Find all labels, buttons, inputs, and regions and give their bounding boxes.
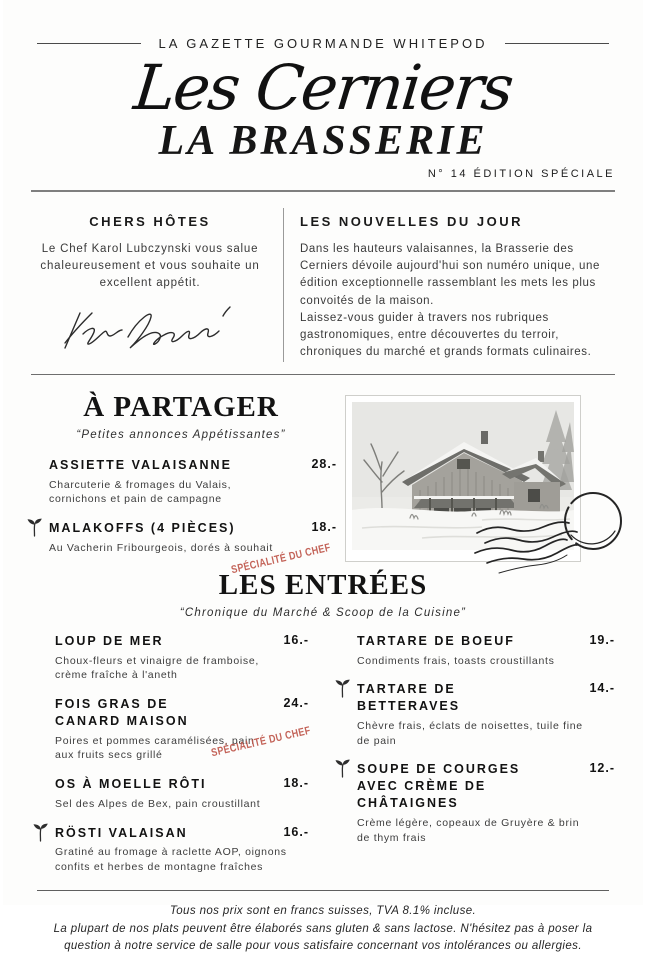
dish-description: Charcuterie & fromages du Valais, cornichons et pain de campagne bbox=[49, 478, 232, 506]
welcome-body: Le Chef Karol Lubczynski vous salue chaleureusement et vous souhaite un excellent appétit. bbox=[40, 242, 260, 290]
sprout-icon bbox=[31, 822, 50, 843]
menu-item-rosti-valaisan bbox=[55, 825, 309, 875]
menu-item-head bbox=[357, 633, 615, 650]
menu-item-os-a-moelle bbox=[55, 776, 309, 812]
chef-special-stamp: SPÉCIALITÉ DU CHEF bbox=[210, 724, 312, 760]
a-partager-section bbox=[25, 390, 621, 577]
masthead-tagline: LA GAZETTE GOURMANDE WHITEPOD bbox=[158, 36, 488, 51]
dish-name: OS À MOELLE RÔTI bbox=[55, 777, 207, 792]
dish-price: 24.- bbox=[283, 695, 309, 710]
page-title-script: Les Cerniers bbox=[130, 51, 516, 124]
footer-divider bbox=[37, 890, 609, 891]
intro-divider bbox=[31, 374, 615, 375]
dish-price: 18.- bbox=[283, 776, 309, 791]
footer-notice bbox=[29, 903, 617, 956]
entrees-title: LES ENTRÉES bbox=[218, 568, 428, 601]
news-paragraph-1: Dans les hauteurs valaisannes, la Brasserie des Cerniers dévoile aujourd'hui son numéro unique, une édition exceptionnelle rassemblant les mets les plus convoités de la maison. bbox=[300, 242, 601, 307]
menu-item-head bbox=[49, 457, 337, 474]
a-partager-items bbox=[49, 456, 337, 577]
dish-price: 18.- bbox=[311, 519, 337, 534]
menu-item-head bbox=[357, 681, 615, 715]
intro-section bbox=[31, 208, 615, 362]
dish-price: 12.- bbox=[589, 761, 615, 776]
entrees-subtitle: “Chronique du Marché & Scoop de la Cuisine” bbox=[179, 606, 467, 619]
chalet-illustration bbox=[352, 402, 574, 550]
entrees-left-column bbox=[31, 632, 312, 888]
dish-price: 19.- bbox=[589, 632, 615, 647]
dish-name: ASSIETTE VALAISANNE bbox=[49, 457, 232, 472]
menu-item-loup-de-mer bbox=[55, 633, 309, 683]
tagline-right-rule bbox=[505, 43, 609, 44]
page-title-sub: LA BRASSERIE bbox=[158, 117, 488, 164]
dish-description: Gratiné au fromage à raclette AOP, oignons confits et herbes de montagne fraîches bbox=[55, 846, 287, 874]
dish-price: 28.- bbox=[311, 456, 337, 471]
menu-item-head bbox=[55, 633, 309, 650]
a-partager-column bbox=[25, 390, 337, 577]
chef-special-stamp: SPÉCIALITÉ DU CHEF bbox=[230, 542, 332, 577]
masthead-divider bbox=[31, 190, 615, 192]
entrees-header bbox=[3, 569, 643, 619]
menu-item-head bbox=[55, 776, 309, 793]
chef-signature bbox=[31, 301, 269, 358]
menu-item-head bbox=[49, 520, 337, 537]
dish-price: 16.- bbox=[283, 632, 309, 647]
menu-item-fois-gras bbox=[55, 695, 312, 763]
menu-item-soupe-de-courges bbox=[357, 761, 615, 845]
entrees-columns bbox=[31, 633, 615, 888]
footer-line-2: La plupart de nos plats peuvent être élaborés sans gluten & sans lactose. N'hésitez pas à poser la question à notre service de salle pour vous satisfaire concernant vos intolérances ou allergies. bbox=[53, 922, 593, 953]
sprout-icon bbox=[25, 517, 44, 538]
dish-name: RÖSTI VALAISAN bbox=[55, 825, 188, 840]
masthead-tagline-row bbox=[37, 36, 609, 51]
dish-name: LOUP DE MER bbox=[55, 633, 164, 648]
menu-page bbox=[3, 0, 643, 953]
dish-description: Choux-fleurs et vinaigre de framboise, crème fraîche à l'aneth bbox=[55, 654, 260, 682]
entrees-right-column bbox=[333, 633, 615, 888]
sprout-icon bbox=[333, 678, 352, 699]
dish-name: TARTARE DE BETTERAVES bbox=[357, 682, 461, 714]
a-partager-subtitle: “Petites annonces Appétissantes” bbox=[76, 428, 286, 441]
menu-item-head bbox=[55, 825, 309, 842]
menu-item-malakoffs bbox=[49, 519, 337, 577]
dish-description: Au Vacherin Fribourgeois, dorés à souhait bbox=[49, 541, 274, 554]
dish-description: Poires et pommes caramélisées, pain aux fruits secs grillé bbox=[55, 734, 255, 762]
dish-name: TARTARE DE BOEUF bbox=[357, 633, 515, 648]
news-column bbox=[283, 208, 615, 362]
menu-item-assiette-valaisanne bbox=[49, 457, 337, 507]
dish-description: Condiments frais, toasts croustillants bbox=[357, 654, 555, 667]
footer-line-1: Tous nos prix sont en francs suisses, TVA 8.1% incluse. bbox=[169, 904, 477, 917]
dish-name: MALAKOFFS (4 PIÈCES) bbox=[49, 520, 236, 535]
postcard-frame bbox=[345, 395, 581, 562]
tagline-left-rule bbox=[37, 43, 141, 44]
masthead bbox=[3, 0, 643, 192]
dish-price: 14.- bbox=[589, 681, 615, 696]
edition-label: N° 14 ÉDITION SPÉCIALE bbox=[427, 167, 615, 180]
news-paragraph-2: Laissez-vous guider à travers nos rubriques gastronomiques, entre découvertes du terroir, chroniques du marché et grands formats culinaires. bbox=[300, 311, 592, 359]
dish-description: Sel des Alpes de Bex, pain croustillant bbox=[55, 797, 261, 810]
menu-item-tartare-de-boeuf bbox=[357, 633, 615, 669]
dish-description: Chèvre frais, éclats de noisettes, tuile fine de pain bbox=[357, 719, 583, 747]
menu-item-tartare-de-betteraves bbox=[357, 681, 615, 748]
menu-item-head bbox=[357, 761, 615, 812]
dish-description: Crème légère, copeaux de Gruyère & brin de thym frais bbox=[357, 816, 580, 844]
sprout-icon bbox=[333, 758, 352, 779]
dish-name: FOIS GRAS DE CANARD MAISON bbox=[55, 696, 189, 728]
menu-item-head bbox=[55, 696, 309, 730]
welcome-column bbox=[31, 208, 283, 362]
news-heading: LES NOUVELLES DU JOUR bbox=[300, 213, 523, 229]
dish-name: SOUPE DE COURGES AVEC CRÈME DE CHÂTAIGNES bbox=[357, 762, 521, 811]
welcome-heading: CHERS HÔTES bbox=[89, 213, 211, 229]
dish-price: 16.- bbox=[283, 824, 309, 839]
a-partager-title: À PARTAGER bbox=[83, 390, 279, 423]
chalet-winter-postcard bbox=[345, 395, 581, 562]
